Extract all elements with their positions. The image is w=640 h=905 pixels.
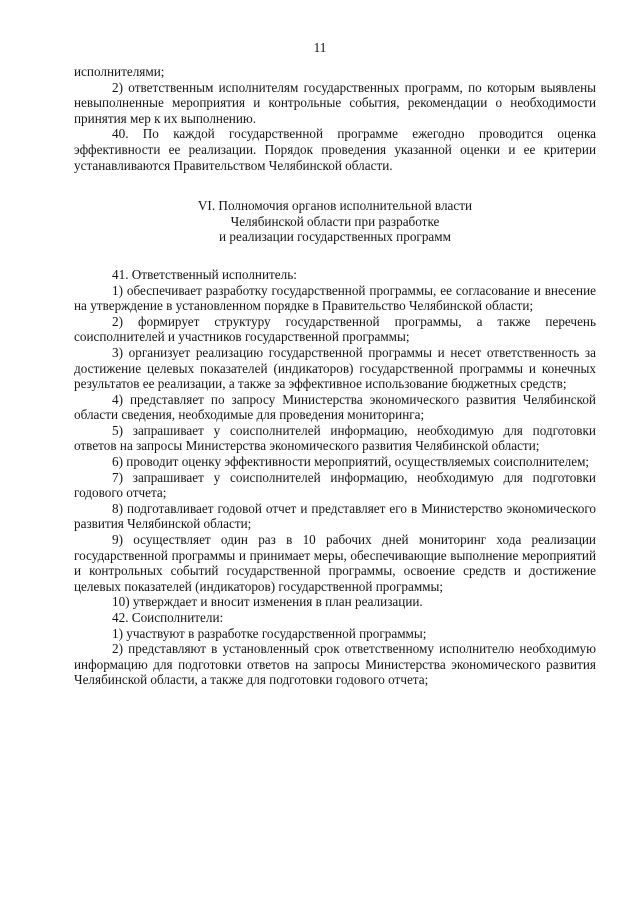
paragraph: 9) осуществляет один раз в 10 рабочих дней мониторинг хода реализации государственной программы и принимает меры, обеспечивающие выполнение мероприятий и контрольных событий государственной программы, освоение средств и достижение целевых показателей (индикаторов) государственной программы; xyxy=(74,532,596,594)
paragraph: 5) запрашивает у соисполнителей информацию, необходимую для подготовки ответов на запросы Министерства экономического развития Челябинской области; xyxy=(74,422,596,454)
paragraph: 42. Соисполнители: xyxy=(112,610,224,625)
paragraph: 4) представляет по запросу Министерства экономического развития Челябинской области сведения, необходимые для проведения мониторинга; xyxy=(74,391,596,423)
paragraph: 10) утверждает и вносит изменения в план реализации. xyxy=(112,594,423,610)
paragraph: 41. Ответственный исполнитель: xyxy=(112,266,297,282)
paragraph: 2) формирует структуру государственной программы, а также перечень соисполнителей и участников государственной программы; xyxy=(74,313,596,345)
paragraph: исполнителями; xyxy=(74,64,165,79)
page-number: 11 xyxy=(313,40,327,55)
paragraph: 40. По каждой государственной программе ежегодно проводится оценка эффективности ее реализации. Порядок проведения указанной оценки и ее критерии устанавливаются Правительством Челябинской области. xyxy=(74,126,596,173)
paragraph: 7) запрашивает у соисполнителей информацию, необходимую для подготовки годового отчета; xyxy=(74,469,596,501)
document-body xyxy=(74,64,596,688)
section-heading-line: и реализации государственных программ xyxy=(219,229,451,245)
section-heading-line: VI. Полномочия органов исполнительной власти xyxy=(197,198,473,214)
paragraph: 1) обеспечивает разработку государственной программы, ее согласование и внесение на утверждение в установленном порядке в Правительство Челябинской области; xyxy=(74,282,596,314)
paragraph: 2) представляют в установленный срок ответственному исполнителю необходимую информацию для подготовки ответов на запросы Министерства экономического развития Челябинской области, а также для подготовки годового отчета; xyxy=(74,641,596,688)
paragraph: 1) участвуют в разработке государственной программы; xyxy=(112,625,427,641)
section-heading xyxy=(74,198,596,245)
paragraph: 3) организует реализацию государственной программы и несет ответственность за достижение целевых показателей (индикаторов) государственной программы и конечных результатов ее реализации, а также за эффективное использование бюджетных средств; xyxy=(74,344,596,392)
section-heading-line: Челябинской области при разработке xyxy=(230,213,440,229)
paragraph: 2) ответственным исполнителям государственных программ, по которым выявлены невыполненные мероприятия и контрольные события, рекомендации о необходимости принятия мер к их выполнению. xyxy=(74,79,596,126)
paragraph: 8) подготавливает годовой отчет и представляет его в Министерство экономического развития Челябинской области; xyxy=(74,500,596,532)
paragraph: 6) проводит оценку эффективности мероприятий, осуществляемых соисполнителем; xyxy=(112,454,590,470)
